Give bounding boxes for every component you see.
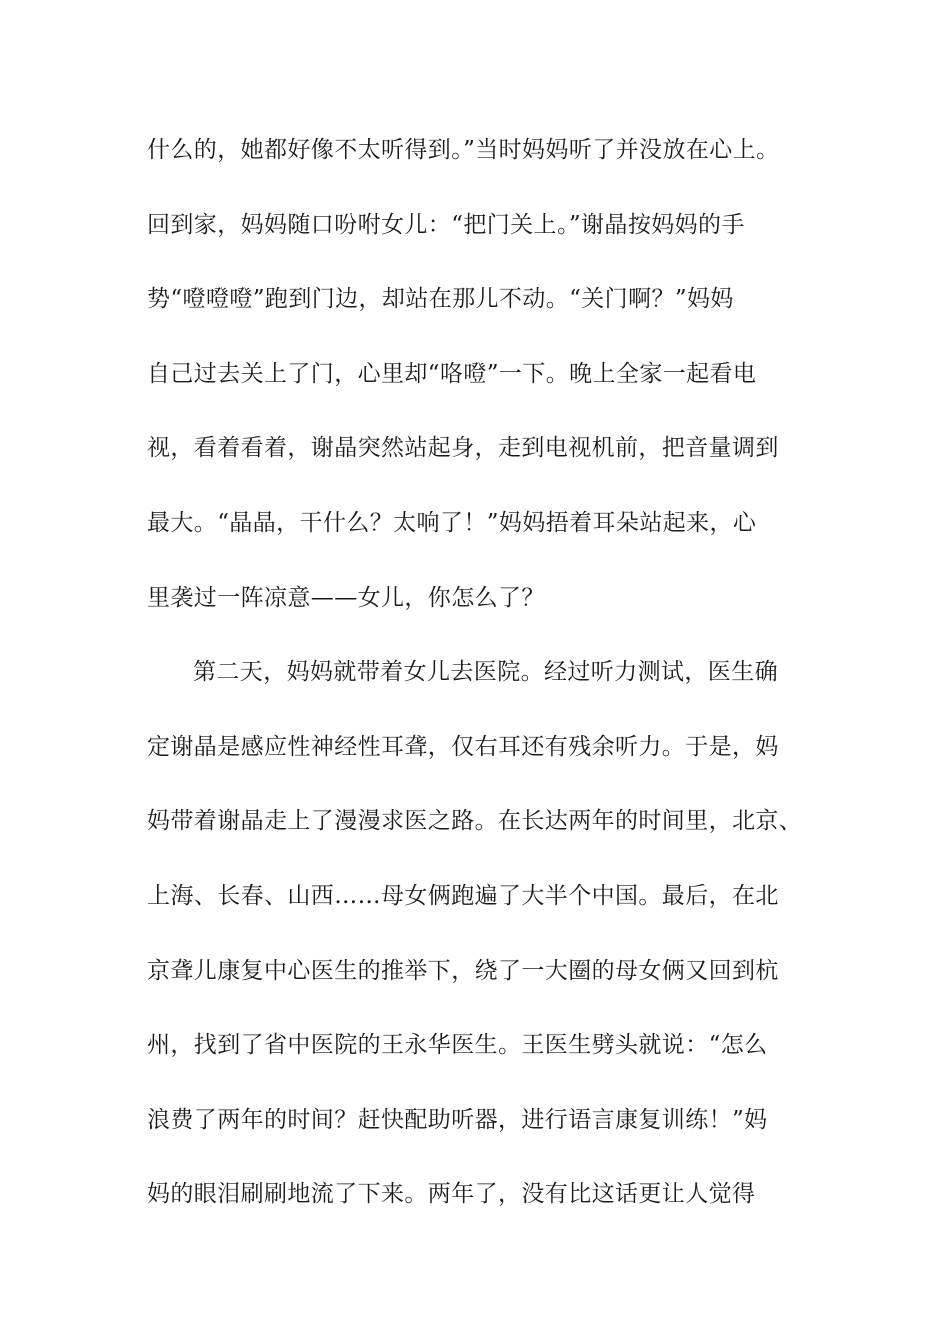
text-line: 自己过去关上了门，心里却“咯噔”一下。晚上全家一起看电 bbox=[147, 360, 757, 387]
text-line: 回到家，妈妈随口吩咐女儿：“把门关上。”谢晶按妈妈的手 bbox=[147, 211, 745, 238]
text-line: 州，找到了省中医院的王永华医生。王医生劈头就说：“怎么 bbox=[147, 1032, 768, 1059]
text-line: 上海、长春、山西……母女俩跑遍了大半个中国。最后，在北 bbox=[147, 882, 779, 909]
text-line: 妈的眼泪刷刷地流了下来。两年了，没有比这话更让人觉得 bbox=[147, 1181, 756, 1208]
text-line: 视，看着看着，谢晶突然站起身，走到电视机前，把音量调到 bbox=[147, 435, 779, 462]
text-line: 势“噔噔噔”跑到门边，却站在那儿不动。“关门啊？”妈妈 bbox=[147, 286, 734, 313]
text-line: 京聋儿康复中心医生的推举下，绕了一大圈的母女俩又回到杭 bbox=[147, 957, 779, 984]
text-line: 浪费了两年的时间？赶快配助听器，进行语言康复训练！”妈 bbox=[147, 1106, 768, 1133]
text-line: 定谢晶是感应性神经性耳聋，仅右耳还有残余听力。于是，妈 bbox=[147, 733, 779, 760]
text-line: 什么的，她都好像不太听得到。”当时妈妈听了并没放在心上。 bbox=[147, 137, 780, 163]
text-line: 里袭过一阵凉意——女儿，你怎么了？ bbox=[147, 584, 545, 611]
paragraph-start-line: 第二天，妈妈就带着女儿去医院。经过听力测试，医生确 bbox=[193, 659, 778, 686]
text-line: 最大。“晶晶，干什么？太响了！”妈妈捂着耳朵站起来，心 bbox=[147, 509, 757, 536]
text-line: 妈带着谢晶走上了漫漫求医之路。在长达两年的时间里，北京、 bbox=[147, 808, 803, 835]
body-text bbox=[147, 128, 827, 1247]
